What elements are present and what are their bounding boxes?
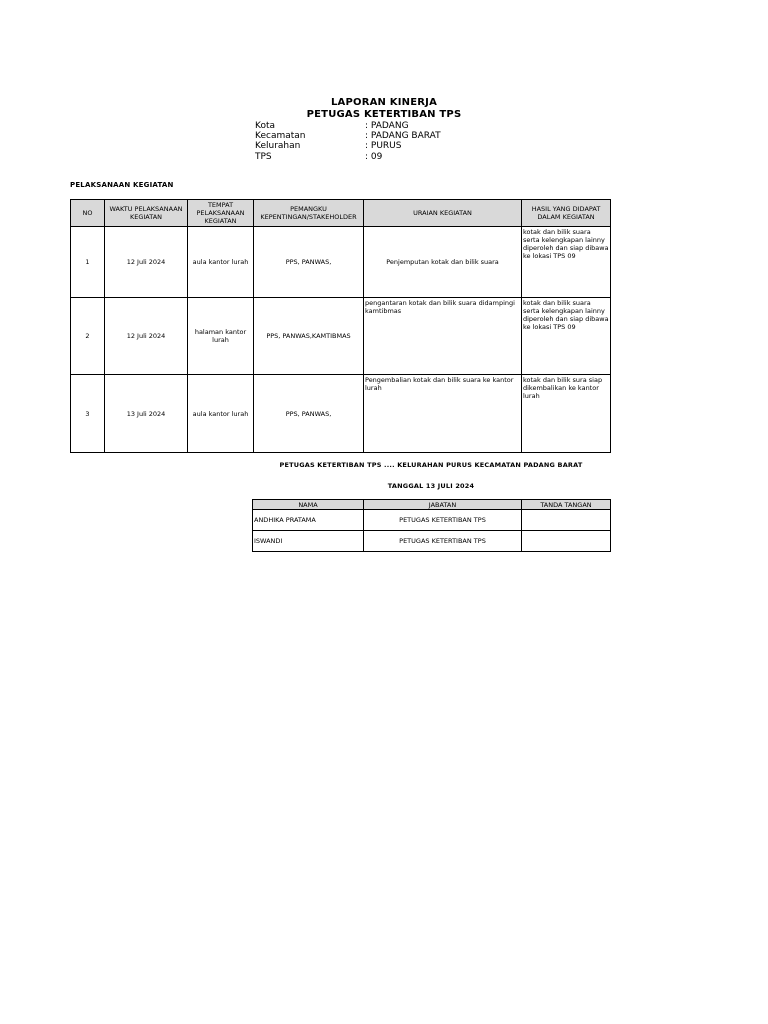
cell-nama: ANDHIKA PRATAMA (253, 510, 364, 531)
column-header-hasil: HASIL YANG DIDAPAT DALAM KEGIATAN (522, 200, 611, 227)
column-header-jabatan: JABATAN (364, 500, 522, 510)
column-header-nama: NAMA (253, 500, 364, 510)
footer-date: TANGGAL 13 JULI 2024 (387, 482, 475, 490)
activity-table (70, 199, 611, 453)
section-title: PELAKSANAAN KEGIATAN (70, 181, 174, 189)
cell-tempat: halaman kantor lurah (188, 298, 254, 375)
cell-hasil: kotak dan bilik sura siap dikembalikan ke kantor lurah (522, 375, 611, 453)
cell-tanda-tangan (522, 531, 611, 552)
column-header-tempat: TEMPAT PELAKSANAAN KEGIATAN (188, 200, 254, 227)
meta-value-kecamatan: : PADANG BARAT (365, 131, 441, 141)
table-row (253, 531, 611, 552)
report-title: LAPORAN KINERJA (330, 97, 438, 108)
table-row (71, 298, 611, 375)
footer-line-1: PETUGAS KETERTIBAN TPS .... KELURAHAN PURUS KECAMATAN PADANG BARAT (279, 461, 583, 469)
column-header-pemangku: PEMANGKU KEPENTINGAN/STAKEHOLDER (254, 200, 364, 227)
meta-label-kota: Kota (255, 121, 276, 131)
table-row (253, 510, 611, 531)
cell-pemangku: PPS, PANWAS,KAMTIBMAS (254, 298, 364, 375)
cell-hasil: kotak dan bilik suara serta kelengkapan lainny diperoleh dan siap dibawa ke lokasi TPS 09 (522, 227, 611, 298)
signature-table (252, 499, 611, 552)
signature-header-row (253, 500, 611, 510)
column-header-waktu: WAKTU PELAKSANAAN KEGIATAN (105, 200, 188, 227)
column-header-tanda-tangan: TANDA TANGAN (522, 500, 611, 510)
table-row (71, 375, 611, 453)
cell-hasil: kotak dan bilik suara serta kelengkapan lainny diperoleh dan siap dibawa ke lokasi TPS 09 (522, 298, 611, 375)
cell-tempat: aula kantor lurah (188, 227, 254, 298)
report-subtitle: PETUGAS KETERTIBAN TPS (306, 109, 462, 120)
meta-label-tps: TPS (255, 152, 272, 162)
cell-no: 3 (71, 375, 105, 453)
meta-value-kota: : PADANG (365, 121, 409, 131)
cell-nama: ISWANDI (253, 531, 364, 552)
cell-waktu: 12 Juli 2024 (105, 298, 188, 375)
column-header-uraian: URAIAN KEGIATAN (364, 200, 522, 227)
cell-uraian: pengantaran kotak dan bilik suara didampingi kamtibmas (364, 298, 522, 375)
cell-uraian: Pengembalian kotak dan bilik suara ke kantor lurah (364, 375, 522, 453)
cell-jabatan: PETUGAS KETERTIBAN TPS (364, 510, 522, 531)
cell-uraian: Penjemputan kotak dan bilik suara (364, 227, 522, 298)
meta-value-kelurahan: : PURUS (365, 141, 402, 151)
meta-value-tps: : 09 (365, 152, 383, 162)
cell-tanda-tangan (522, 510, 611, 531)
cell-pemangku: PPS, PANWAS, (254, 227, 364, 298)
table-header-row (71, 200, 611, 227)
cell-waktu: 13 Juli 2024 (105, 375, 188, 453)
column-header-no: NO (71, 200, 105, 227)
cell-no: 2 (71, 298, 105, 375)
cell-waktu: 12 Juli 2024 (105, 227, 188, 298)
cell-no: 1 (71, 227, 105, 298)
cell-pemangku: PPS, PANWAS, (254, 375, 364, 453)
cell-jabatan: PETUGAS KETERTIBAN TPS (364, 531, 522, 552)
table-row (71, 227, 611, 298)
meta-label-kecamatan: Kecamatan (255, 131, 306, 141)
meta-label-kelurahan: Kelurahan (255, 141, 301, 151)
cell-tempat: aula kantor lurah (188, 375, 254, 453)
